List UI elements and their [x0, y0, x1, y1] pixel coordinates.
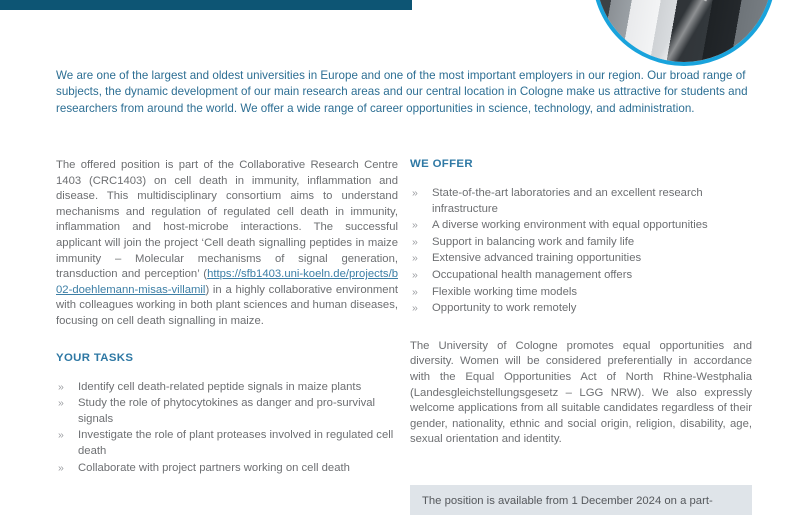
availability-info-box: [410, 485, 752, 515]
hero-circular-photo: [592, 0, 776, 66]
list-item: [410, 235, 752, 251]
intro-paragraph: We are one of the largest and oldest universities in Europe and one of the most important employers in our region. Our broad range of subjects, the dynamic development of our main research areas and our central location in Cologne make us attractive for students and researchers from around the world. We offer a wide range of career opportunities in science, technology, and administration.: [56, 69, 748, 115]
bullet-icon: »: [58, 461, 64, 474]
list-item-label: Collaborate with project partners working on cell death: [78, 461, 350, 474]
bullet-icon: »: [412, 302, 418, 315]
list-item-label: Extensive advanced training opportunities: [432, 252, 642, 265]
list-item: [410, 285, 752, 301]
list-item-label: Occupational health management offers: [432, 268, 633, 281]
list-item-label: State-of-the-art laboratories and an excellent research infrastructure: [432, 187, 703, 215]
left-column: [56, 158, 398, 477]
list-item-label: Identify cell death-related peptide signals in maize plants: [78, 380, 362, 393]
bullet-icon: »: [58, 397, 64, 410]
list-item-label: A diverse working environment with equal opportunities: [432, 219, 708, 232]
list-item: [410, 268, 752, 284]
we-offer-heading: WE OFFER: [410, 158, 473, 170]
list-item: [410, 218, 752, 234]
list-item-label: Support in balancing work and family life: [432, 235, 635, 248]
right-column: [410, 158, 752, 448]
your-tasks-heading: YOUR TASKS: [56, 351, 134, 364]
list-item: [56, 461, 398, 477]
your-tasks-list: [56, 380, 398, 477]
bullet-icon: »: [412, 252, 418, 265]
equal-opportunities-paragraph: The University of Cologne promotes equal opportunities and diversity. Women will be considered preferentially in accordance with the Equal Opportunities Act of North Rhine-Westphalia (Landesgleichstellungsgesetz – LGG NRW). We also expressly welcome applications from all suitable candidates regardless of their gender, nationality, ethnic and social origin, religion, disability, age, sexual orientation and identity.: [410, 339, 752, 446]
list-item: [410, 186, 752, 217]
project-link[interactable]: https://sfb1403.uni-koeln.de/projects/b02-doehlemann-misas-villamil: [56, 268, 398, 296]
bullet-icon: »: [412, 285, 418, 298]
bullet-icon: »: [412, 235, 418, 248]
list-item-label: Opportunity to work remotely: [432, 302, 577, 315]
availability-info-text: The position is available from 1 December 2024 on a part-: [422, 495, 713, 507]
bullet-icon: »: [412, 187, 418, 199]
list-item: [410, 251, 752, 267]
bullet-icon: »: [58, 429, 64, 442]
list-item: [56, 396, 398, 427]
we-offer-list: [410, 186, 752, 317]
list-item-label: Flexible working time models: [432, 285, 578, 298]
bullet-icon: »: [412, 219, 418, 232]
list-item: [56, 428, 398, 459]
position-description-paragraph: [56, 158, 398, 330]
list-item: [56, 380, 398, 396]
position-description-part-2: ) in a highly collaborative environment with colleagues working in both plant sciences and human diseases, focusing on cell death signalling in maize.: [56, 283, 398, 327]
hero-photo-railing-lines: [596, 0, 772, 62]
list-item: [410, 301, 752, 317]
bullet-icon: »: [58, 380, 64, 393]
list-item-label: Investigate the role of plant proteases involved in regulated cell death: [78, 429, 394, 457]
top-accent-bar: [0, 0, 412, 10]
bullet-icon: »: [412, 268, 418, 281]
list-item-label: Study the role of phytocytokines as danger and pro-survival signals: [78, 397, 376, 425]
position-description-part-1: The offered position is part of the Collaborative Research Centre 1403 (CRC1403) on cell death in immunity, inflammation and disease. This multidisciplinary consortium aims to understand mechanisms and regulation of regulated cell death in immunity, inflammation and host-microbe interactions. The successful applicant will join the project ‘Cell death signalling peptides in maize immunity – Molecular mechanisms of signal generation, transduction and perception’ (: [56, 159, 398, 281]
